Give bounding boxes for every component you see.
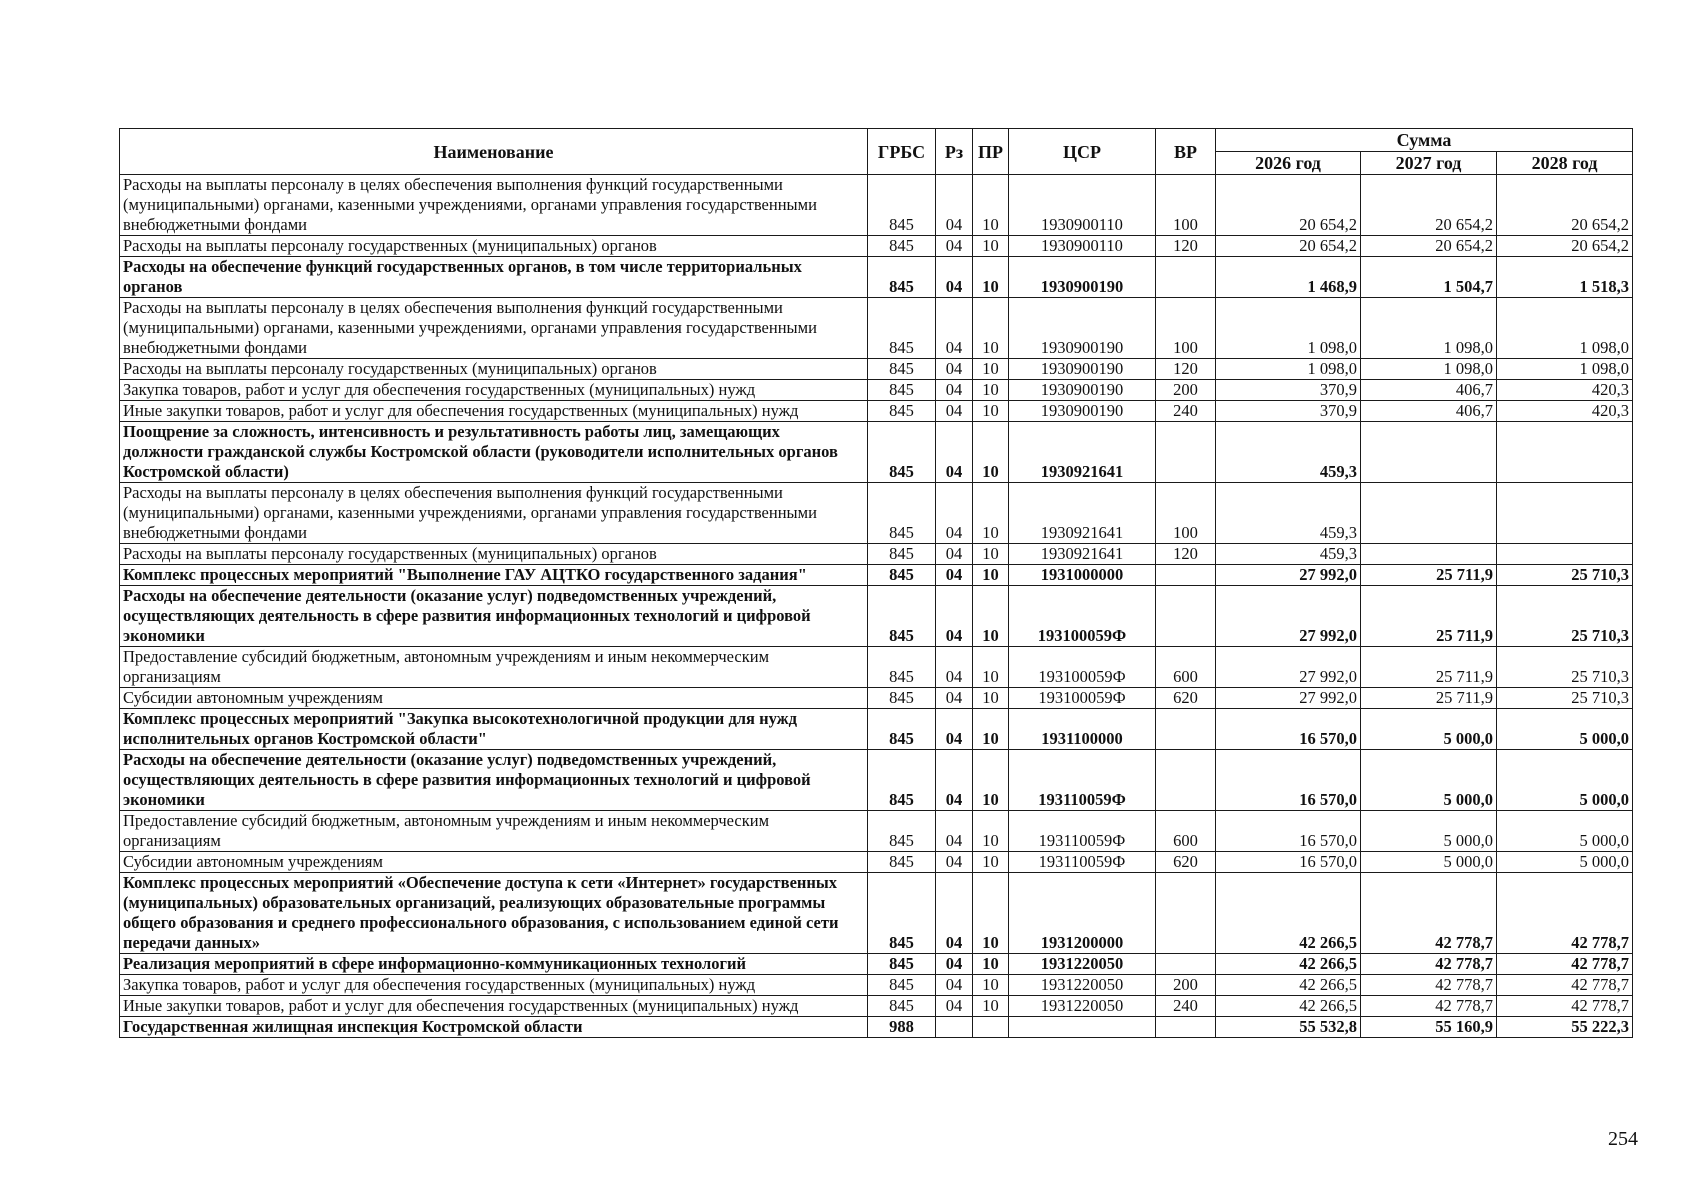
cell-sum-2026: 27 992,0 <box>1216 647 1361 688</box>
header-rz: Рз <box>936 129 973 175</box>
cell-sum-2026: 16 570,0 <box>1216 709 1361 750</box>
cell-grbs: 845 <box>868 175 936 236</box>
cell-rz: 04 <box>936 709 973 750</box>
cell-pr: 10 <box>973 954 1009 975</box>
header-sum: Сумма <box>1216 129 1633 152</box>
cell-sum-2026: 27 992,0 <box>1216 565 1361 586</box>
cell-grbs: 845 <box>868 257 936 298</box>
cell-name: Расходы на выплаты персоналу в целях обеспечения выполнения функций государственными (муниципальными) органами, казенными учреждениями, органами управления государственными внебюджетными фондами <box>120 483 868 544</box>
table-row <box>120 688 1633 709</box>
cell-sum-2026: 42 266,5 <box>1216 873 1361 954</box>
cell-sum-2027 <box>1361 483 1497 544</box>
cell-sum-2026: 20 654,2 <box>1216 236 1361 257</box>
cell-rz: 04 <box>936 483 973 544</box>
cell-sum-2027: 25 711,9 <box>1361 586 1497 647</box>
cell-sum-2028: 25 710,3 <box>1497 647 1633 688</box>
cell-sum-2026: 27 992,0 <box>1216 688 1361 709</box>
cell-vr: 200 <box>1156 975 1216 996</box>
cell-sum-2026: 55 532,8 <box>1216 1017 1361 1038</box>
cell-pr: 10 <box>973 873 1009 954</box>
page-number: 254 <box>1608 1128 1638 1150</box>
cell-pr: 10 <box>973 975 1009 996</box>
cell-sum-2026: 459,3 <box>1216 483 1361 544</box>
cell-sum-2028 <box>1497 483 1633 544</box>
cell-sum-2027: 5 000,0 <box>1361 852 1497 873</box>
cell-pr: 10 <box>973 380 1009 401</box>
cell-sum-2027 <box>1361 544 1497 565</box>
table-row <box>120 975 1633 996</box>
cell-csr: 1930900190 <box>1009 359 1156 380</box>
table-row <box>120 175 1633 236</box>
cell-csr: 193100059Ф <box>1009 647 1156 688</box>
table-row <box>120 401 1633 422</box>
cell-csr: 1931220050 <box>1009 996 1156 1017</box>
cell-sum-2027: 406,7 <box>1361 401 1497 422</box>
table-row <box>120 565 1633 586</box>
cell-sum-2027: 42 778,7 <box>1361 996 1497 1017</box>
cell-grbs: 845 <box>868 236 936 257</box>
cell-sum-2028 <box>1497 544 1633 565</box>
table-row <box>120 359 1633 380</box>
cell-rz: 04 <box>936 359 973 380</box>
cell-sum-2027: 5 000,0 <box>1361 811 1497 852</box>
table-row <box>120 811 1633 852</box>
cell-sum-2026: 370,9 <box>1216 380 1361 401</box>
cell-sum-2027: 55 160,9 <box>1361 1017 1497 1038</box>
cell-sum-2026: 42 266,5 <box>1216 954 1361 975</box>
cell-name: Комплекс процессных мероприятий «Обеспечение доступа к сети «Интернет» государственных (муниципальных) образовательных организаций, реализующих образовательные программы общего образования и среднего профессионального образования, с использованием единой сети передачи данных» <box>120 873 868 954</box>
cell-grbs: 845 <box>868 873 936 954</box>
header-year-2026: 2026 год <box>1216 152 1361 175</box>
cell-name: Комплекс процессных мероприятий "Закупка высокотехнологичной продукции для нужд исполнительных органов Костромской области" <box>120 709 868 750</box>
cell-rz: 04 <box>936 873 973 954</box>
cell-pr: 10 <box>973 236 1009 257</box>
cell-rz: 04 <box>936 380 973 401</box>
cell-name: Расходы на обеспечение деятельности (оказание услуг) подведомственных учреждений, осуществляющих деятельность в сфере развития информационных технологий и цифровой экономики <box>120 750 868 811</box>
cell-vr <box>1156 565 1216 586</box>
cell-rz: 04 <box>936 647 973 688</box>
cell-grbs: 845 <box>868 359 936 380</box>
cell-name: Субсидии автономным учреждениям <box>120 688 868 709</box>
cell-sum-2027: 42 778,7 <box>1361 873 1497 954</box>
cell-sum-2027: 5 000,0 <box>1361 709 1497 750</box>
cell-name: Расходы на выплаты персоналу государственных (муниципальных) органов <box>120 359 868 380</box>
cell-vr: 600 <box>1156 647 1216 688</box>
cell-sum-2026: 370,9 <box>1216 401 1361 422</box>
cell-rz: 04 <box>936 544 973 565</box>
cell-grbs: 845 <box>868 544 936 565</box>
cell-csr: 193110059Ф <box>1009 811 1156 852</box>
cell-sum-2028: 55 222,3 <box>1497 1017 1633 1038</box>
cell-sum-2028: 1 098,0 <box>1497 298 1633 359</box>
cell-sum-2028: 20 654,2 <box>1497 236 1633 257</box>
cell-grbs: 988 <box>868 1017 936 1038</box>
cell-pr: 10 <box>973 257 1009 298</box>
cell-rz: 04 <box>936 298 973 359</box>
table-row <box>120 544 1633 565</box>
cell-pr: 10 <box>973 688 1009 709</box>
cell-grbs: 845 <box>868 565 936 586</box>
cell-csr <box>1009 1017 1156 1038</box>
cell-rz: 04 <box>936 236 973 257</box>
cell-sum-2027: 1 504,7 <box>1361 257 1497 298</box>
cell-pr <box>973 1017 1009 1038</box>
cell-sum-2028: 5 000,0 <box>1497 852 1633 873</box>
cell-pr: 10 <box>973 811 1009 852</box>
cell-vr: 600 <box>1156 811 1216 852</box>
cell-rz: 04 <box>936 565 973 586</box>
cell-rz: 04 <box>936 996 973 1017</box>
cell-vr <box>1156 709 1216 750</box>
cell-sum-2026: 459,3 <box>1216 422 1361 483</box>
cell-csr: 1931000000 <box>1009 565 1156 586</box>
cell-vr: 100 <box>1156 175 1216 236</box>
cell-name: Расходы на обеспечение деятельности (оказание услуг) подведомственных учреждений, осуществляющих деятельность в сфере развития информационных технологий и цифровой экономики <box>120 586 868 647</box>
cell-sum-2026: 42 266,5 <box>1216 975 1361 996</box>
cell-sum-2028 <box>1497 422 1633 483</box>
cell-name: Расходы на выплаты персоналу государственных (муниципальных) органов <box>120 236 868 257</box>
cell-name: Предоставление субсидий бюджетным, автономным учреждениям и иным некоммерческим организациям <box>120 647 868 688</box>
cell-grbs: 845 <box>868 647 936 688</box>
cell-vr <box>1156 873 1216 954</box>
header-name: Наименование <box>120 129 868 175</box>
cell-sum-2027: 1 098,0 <box>1361 359 1497 380</box>
cell-sum-2026: 16 570,0 <box>1216 750 1361 811</box>
cell-sum-2027: 20 654,2 <box>1361 175 1497 236</box>
cell-sum-2028: 25 710,3 <box>1497 565 1633 586</box>
cell-sum-2027: 25 711,9 <box>1361 565 1497 586</box>
cell-sum-2027: 1 098,0 <box>1361 298 1497 359</box>
cell-sum-2026: 27 992,0 <box>1216 586 1361 647</box>
cell-csr: 1930900190 <box>1009 401 1156 422</box>
cell-sum-2026: 1 098,0 <box>1216 298 1361 359</box>
cell-pr: 10 <box>973 586 1009 647</box>
cell-vr: 120 <box>1156 544 1216 565</box>
cell-csr: 1930921641 <box>1009 483 1156 544</box>
cell-sum-2026: 20 654,2 <box>1216 175 1361 236</box>
cell-grbs: 845 <box>868 975 936 996</box>
budget-table <box>119 128 1633 1038</box>
header-year-2028: 2028 год <box>1497 152 1633 175</box>
cell-sum-2027: 42 778,7 <box>1361 975 1497 996</box>
cell-csr: 1931220050 <box>1009 954 1156 975</box>
cell-rz <box>936 1017 973 1038</box>
cell-rz: 04 <box>936 175 973 236</box>
cell-csr: 1931220050 <box>1009 975 1156 996</box>
cell-sum-2027 <box>1361 422 1497 483</box>
cell-name: Закупка товаров, работ и услуг для обеспечения государственных (муниципальных) нужд <box>120 975 868 996</box>
header-csr: ЦСР <box>1009 129 1156 175</box>
cell-csr: 193110059Ф <box>1009 852 1156 873</box>
cell-csr: 1931100000 <box>1009 709 1156 750</box>
table-row <box>120 380 1633 401</box>
cell-name: Расходы на выплаты персоналу государственных (муниципальных) органов <box>120 544 868 565</box>
cell-name: Расходы на выплаты персоналу в целях обеспечения выполнения функций государственными (муниципальными) органами, казенными учреждениями, органами управления государственными внебюджетными фондами <box>120 298 868 359</box>
cell-sum-2028: 42 778,7 <box>1497 954 1633 975</box>
cell-sum-2028: 20 654,2 <box>1497 175 1633 236</box>
table-row <box>120 873 1633 954</box>
table-row <box>120 586 1633 647</box>
table-body <box>120 175 1633 1038</box>
cell-name: Комплекс процессных мероприятий "Выполнение ГАУ АЦТКО государственного задания" <box>120 565 868 586</box>
cell-pr: 10 <box>973 852 1009 873</box>
table-row <box>120 422 1633 483</box>
table-row <box>120 236 1633 257</box>
cell-rz: 04 <box>936 975 973 996</box>
cell-sum-2026: 459,3 <box>1216 544 1361 565</box>
cell-vr: 620 <box>1156 688 1216 709</box>
cell-name: Иные закупки товаров, работ и услуг для обеспечения государственных (муниципальных) нужд <box>120 401 868 422</box>
table-row <box>120 709 1633 750</box>
header-pr: ПР <box>973 129 1009 175</box>
cell-grbs: 845 <box>868 954 936 975</box>
cell-name: Предоставление субсидий бюджетным, автономным учреждениям и иным некоммерческим организациям <box>120 811 868 852</box>
table-row <box>120 1017 1633 1038</box>
cell-sum-2027: 20 654,2 <box>1361 236 1497 257</box>
cell-rz: 04 <box>936 954 973 975</box>
cell-grbs: 845 <box>868 709 936 750</box>
cell-grbs: 845 <box>868 380 936 401</box>
table-row <box>120 954 1633 975</box>
cell-name: Поощрение за сложность, интенсивность и результативность работы лиц, замещающих должности гражданской службы Костромской области (руководители исполнительных органов Костромской области) <box>120 422 868 483</box>
cell-sum-2027: 25 711,9 <box>1361 688 1497 709</box>
cell-grbs: 845 <box>868 401 936 422</box>
cell-rz: 04 <box>936 422 973 483</box>
cell-grbs: 845 <box>868 586 936 647</box>
cell-sum-2028: 42 778,7 <box>1497 873 1633 954</box>
cell-pr: 10 <box>973 647 1009 688</box>
cell-sum-2027: 25 711,9 <box>1361 647 1497 688</box>
cell-pr: 10 <box>973 422 1009 483</box>
cell-grbs: 845 <box>868 750 936 811</box>
header-grbs: ГРБС <box>868 129 936 175</box>
cell-sum-2026: 1 098,0 <box>1216 359 1361 380</box>
cell-sum-2028: 5 000,0 <box>1497 750 1633 811</box>
cell-csr: 1931200000 <box>1009 873 1156 954</box>
cell-pr: 10 <box>973 750 1009 811</box>
cell-sum-2028: 1 098,0 <box>1497 359 1633 380</box>
cell-sum-2028: 420,3 <box>1497 380 1633 401</box>
cell-sum-2028: 42 778,7 <box>1497 996 1633 1017</box>
cell-pr: 10 <box>973 483 1009 544</box>
cell-sum-2028: 5 000,0 <box>1497 811 1633 852</box>
header-year-2027: 2027 год <box>1361 152 1497 175</box>
cell-vr: 100 <box>1156 298 1216 359</box>
cell-sum-2028: 1 518,3 <box>1497 257 1633 298</box>
cell-rz: 04 <box>936 586 973 647</box>
cell-vr: 100 <box>1156 483 1216 544</box>
cell-sum-2026: 16 570,0 <box>1216 811 1361 852</box>
cell-grbs: 845 <box>868 422 936 483</box>
cell-pr: 10 <box>973 175 1009 236</box>
cell-sum-2028: 25 710,3 <box>1497 586 1633 647</box>
cell-pr: 10 <box>973 298 1009 359</box>
cell-vr: 120 <box>1156 359 1216 380</box>
cell-vr <box>1156 1017 1216 1038</box>
cell-sum-2028: 42 778,7 <box>1497 975 1633 996</box>
cell-name: Расходы на выплаты персоналу в целях обеспечения выполнения функций государственными (муниципальными) органами, казенными учреждениями, органами управления государственными внебюджетными фондами <box>120 175 868 236</box>
cell-csr: 193110059Ф <box>1009 750 1156 811</box>
cell-csr: 1930921641 <box>1009 422 1156 483</box>
table-row <box>120 852 1633 873</box>
cell-rz: 04 <box>936 750 973 811</box>
cell-sum-2028: 25 710,3 <box>1497 688 1633 709</box>
cell-sum-2028: 420,3 <box>1497 401 1633 422</box>
cell-rz: 04 <box>936 257 973 298</box>
cell-grbs: 845 <box>868 811 936 852</box>
cell-vr: 200 <box>1156 380 1216 401</box>
cell-grbs: 845 <box>868 688 936 709</box>
table-row <box>120 750 1633 811</box>
cell-name: Иные закупки товаров, работ и услуг для обеспечения государственных (муниципальных) нужд <box>120 996 868 1017</box>
table-header <box>120 129 1633 175</box>
cell-name: Государственная жилищная инспекция Костромской области <box>120 1017 868 1038</box>
cell-rz: 04 <box>936 811 973 852</box>
cell-pr: 10 <box>973 709 1009 750</box>
cell-rz: 04 <box>936 688 973 709</box>
cell-csr: 1930900110 <box>1009 175 1156 236</box>
cell-csr: 1930900190 <box>1009 298 1156 359</box>
cell-sum-2027: 406,7 <box>1361 380 1497 401</box>
table-row <box>120 298 1633 359</box>
cell-pr: 10 <box>973 996 1009 1017</box>
cell-vr <box>1156 750 1216 811</box>
cell-csr: 1930900190 <box>1009 257 1156 298</box>
cell-csr: 193100059Ф <box>1009 586 1156 647</box>
cell-name: Субсидии автономным учреждениям <box>120 852 868 873</box>
cell-csr: 1930921641 <box>1009 544 1156 565</box>
cell-sum-2026: 16 570,0 <box>1216 852 1361 873</box>
cell-vr: 620 <box>1156 852 1216 873</box>
cell-pr: 10 <box>973 544 1009 565</box>
cell-rz: 04 <box>936 401 973 422</box>
cell-vr <box>1156 954 1216 975</box>
cell-csr: 193100059Ф <box>1009 688 1156 709</box>
cell-pr: 10 <box>973 565 1009 586</box>
cell-grbs: 845 <box>868 298 936 359</box>
cell-rz: 04 <box>936 852 973 873</box>
cell-name: Расходы на обеспечение функций государственных органов, в том числе территориальных органов <box>120 257 868 298</box>
cell-grbs: 845 <box>868 483 936 544</box>
cell-csr: 1930900190 <box>1009 380 1156 401</box>
cell-grbs: 845 <box>868 996 936 1017</box>
cell-name: Реализация мероприятий в сфере информационно-коммуникационных технологий <box>120 954 868 975</box>
cell-sum-2028: 5 000,0 <box>1497 709 1633 750</box>
cell-name: Закупка товаров, работ и услуг для обеспечения государственных (муниципальных) нужд <box>120 380 868 401</box>
table-row <box>120 257 1633 298</box>
cell-pr: 10 <box>973 401 1009 422</box>
cell-vr: 240 <box>1156 996 1216 1017</box>
cell-vr: 240 <box>1156 401 1216 422</box>
cell-grbs: 845 <box>868 852 936 873</box>
table-row <box>120 483 1633 544</box>
cell-vr <box>1156 586 1216 647</box>
cell-vr <box>1156 257 1216 298</box>
cell-csr: 1930900110 <box>1009 236 1156 257</box>
cell-sum-2027: 5 000,0 <box>1361 750 1497 811</box>
cell-sum-2027: 42 778,7 <box>1361 954 1497 975</box>
cell-sum-2026: 1 468,9 <box>1216 257 1361 298</box>
table-row <box>120 996 1633 1017</box>
cell-pr: 10 <box>973 359 1009 380</box>
cell-vr: 120 <box>1156 236 1216 257</box>
table-row <box>120 647 1633 688</box>
cell-vr <box>1156 422 1216 483</box>
cell-sum-2026: 42 266,5 <box>1216 996 1361 1017</box>
header-vr: ВР <box>1156 129 1216 175</box>
